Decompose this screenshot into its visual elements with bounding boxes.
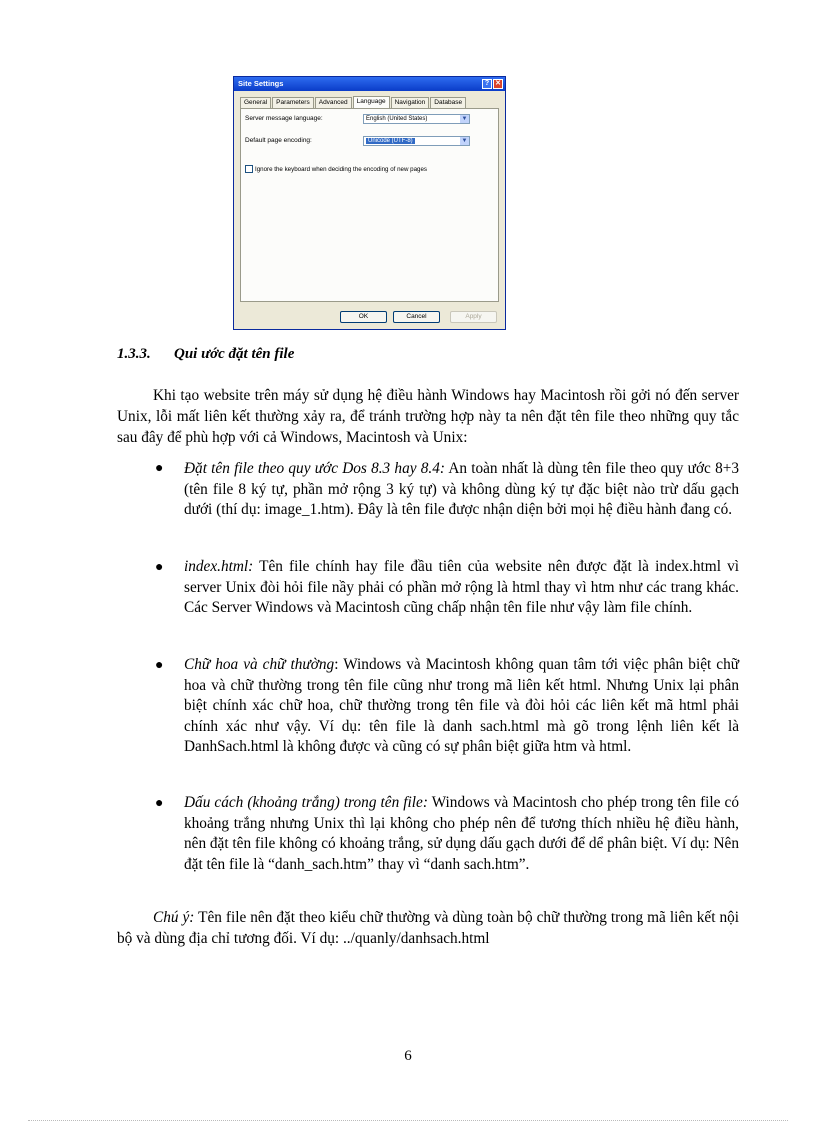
intro-paragraph: Khi tạo website trên máy sử dụng hệ điều hành Windows hay Macintosh rồi gởi nó đến server Unix, lỗi mất liên kết thường xảy ra, để tránh trường hợp này ta nên đặt tên file theo những quy tắc sau đây để phù hợp với cả Windows, Macintosh và Unix: bbox=[117, 387, 739, 446]
bullet-lead: Đặt tên file theo quy ước Dos 8.3 hay 8.4: bbox=[184, 460, 445, 477]
bullet-icon: ● bbox=[155, 461, 164, 476]
footer-divider bbox=[28, 1120, 788, 1121]
bullet-item bbox=[184, 557, 739, 619]
close-icon[interactable]: ✕ bbox=[493, 79, 503, 89]
bullet-text: Windows và Macintosh cho phép trong tên file có khoảng trắng nhưng Unix thì lại không cho phép nên để tương thích nhiều hệ điều hành, nên đặt tên file không có khoảng trắng, sử dụng dấu gạch dưới để dể phân biệt. Ví dụ: Nên đặt tên file là “danh_sach.htm” thay vì “danh sach.htm”. bbox=[184, 794, 739, 873]
bullet-text: An toàn nhất là dùng tên file theo quy ước 8+3 (tên file 8 ký tự, phần mở rộng 3 ký tự) và không dùng ký tự đặc biệt nào trừ dấu gạch dưới (thí dụ: image_1.htm). Đây là tên file được nhận diện bởi mọi hệ điều hành đang có. bbox=[184, 460, 739, 518]
ignore-keyboard-checkbox[interactable] bbox=[245, 165, 427, 173]
server-language-label: Server message language: bbox=[245, 115, 323, 122]
tab-database[interactable]: Database bbox=[430, 97, 466, 109]
language-panel bbox=[240, 108, 499, 302]
dialog-titlebar bbox=[234, 77, 505, 91]
note-lead: Chú ý: bbox=[153, 909, 195, 926]
bullet-text: : Windows và Macintosh không quan tâm tới việc phân biệt chữ hoa và chữ thường trong tên file cũng như trong mã liên kết html. Nhưng Unix lại phân biệt chính xác chữ hoa, chữ thường trong tên file và đòi hỏi các liên kết mã html phải chính xác như vậy. Ví dụ: tên file là danh sach.html mà gõ trong lệnh liên kết là DanhSach.html là không được và cũng có sự phân biệt giữa htm và html. bbox=[184, 656, 740, 755]
ignore-keyboard-label: Ignore the keyboard when deciding the encoding of new pages bbox=[255, 165, 427, 173]
bullet-icon: ● bbox=[155, 560, 164, 575]
dialog-title: Site Settings bbox=[238, 79, 284, 88]
server-language-select[interactable] bbox=[363, 114, 470, 124]
help-icon[interactable]: ? bbox=[482, 79, 492, 89]
bullet-item bbox=[184, 793, 739, 875]
tab-advanced[interactable]: Advanced bbox=[315, 97, 352, 109]
page-encoding-label: Default page encoding: bbox=[245, 137, 312, 144]
chevron-down-icon: ▼ bbox=[461, 116, 468, 122]
page-encoding-select[interactable] bbox=[363, 136, 470, 146]
bullet-lead: Chữ hoa và chữ thường bbox=[184, 656, 335, 673]
bullet-text: Tên file chính hay file đầu tiên của website nên được đặt là index.html vì server Unix đòi hỏi file nầy phải có phần mở rộng là html thay vì htm như các trang khác. Các Server Windows và Macintosh cũng chấp nhận tên file như vậy làm file chính. bbox=[184, 558, 739, 616]
bullet-item bbox=[184, 655, 739, 758]
section-number: 1.3.3. bbox=[117, 346, 151, 362]
bullet-item bbox=[184, 459, 739, 521]
site-settings-dialog bbox=[233, 76, 506, 330]
section-heading bbox=[117, 346, 294, 363]
tab-navigation[interactable]: Navigation bbox=[391, 97, 430, 109]
section-title: Qui ước đặt tên file bbox=[174, 346, 295, 362]
note-text: Tên file nên đặt theo kiểu chữ thường và dùng toàn bộ chữ thường trong mã liên kết nội bộ và dùng địa chỉ tương đối. Ví dụ: ../quanly/danhsach.html bbox=[117, 909, 740, 947]
bullet-icon: ● bbox=[155, 658, 164, 673]
chevron-down-icon: ▼ bbox=[461, 138, 468, 144]
server-language-value: English (United States) bbox=[366, 116, 428, 122]
cancel-button[interactable]: Cancel bbox=[393, 311, 440, 323]
bullet-icon: ● bbox=[155, 796, 164, 811]
page-number: 6 bbox=[404, 1048, 412, 1064]
apply-button[interactable]: Apply bbox=[450, 311, 497, 323]
bullet-lead: index.html: bbox=[184, 558, 254, 575]
tab-language[interactable]: Language bbox=[353, 96, 390, 108]
tab-general[interactable]: General bbox=[240, 97, 271, 109]
tab-parameters[interactable]: Parameters bbox=[272, 97, 314, 109]
checkbox-box[interactable] bbox=[245, 165, 253, 173]
ok-button[interactable]: OK bbox=[340, 311, 387, 323]
note-paragraph bbox=[117, 907, 739, 949]
page-encoding-value: Unicode (UTF-8) bbox=[368, 138, 413, 144]
bullet-lead: Dấu cách (khoảng trắng) trong tên file: bbox=[184, 794, 428, 811]
